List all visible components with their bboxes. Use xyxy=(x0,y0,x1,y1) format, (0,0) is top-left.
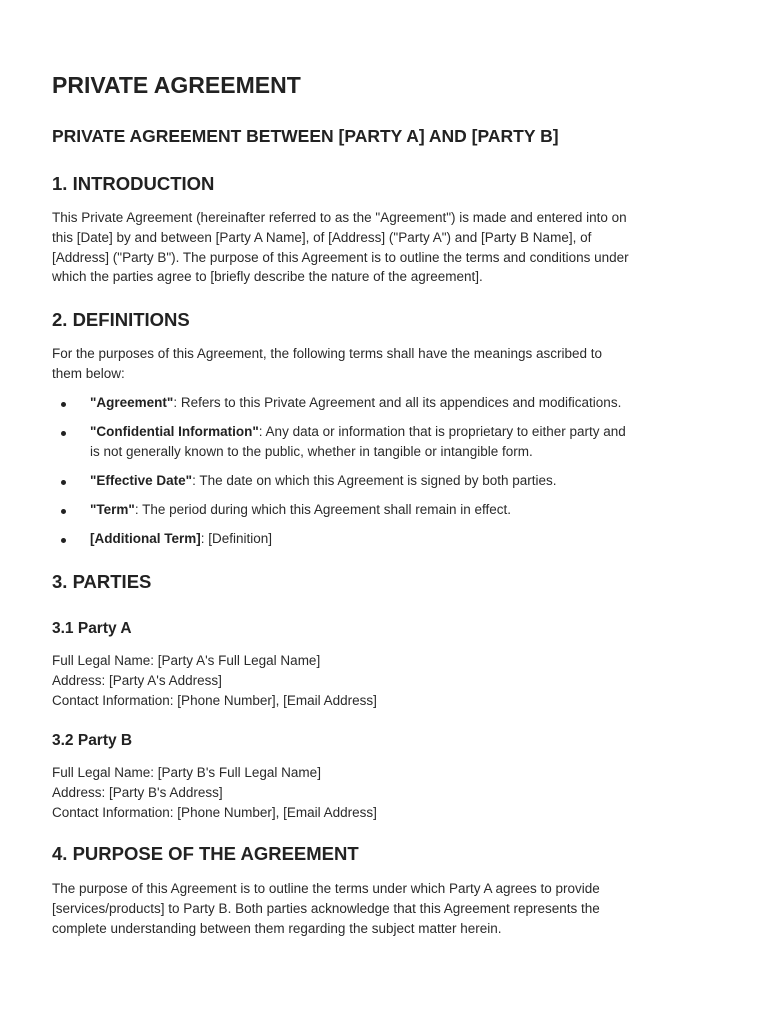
definition-description: : Any data or information that is proprietary to either party and xyxy=(258,424,626,439)
party-a-details xyxy=(52,651,717,710)
definition-text xyxy=(90,393,717,413)
paragraph-line: them below: xyxy=(52,365,125,381)
document-subtitle: PRIVATE AGREEMENT BETWEEN [PARTY A] AND [PARTY B] xyxy=(52,126,559,146)
definition-description: : The date on which this Agreement is signed by both parties. xyxy=(192,473,557,488)
paragraph-line: For the purposes of this Agreement, the following terms shall have the meanings ascribed to xyxy=(52,346,603,361)
definition-term: [Additional Term] xyxy=(90,531,201,546)
definition-description-continued: is not generally known to the public, whether in tangible or intangible form. xyxy=(90,443,533,459)
definition-term: "Agreement" xyxy=(90,395,174,410)
definition-description: : Refers to this Private Agreement and all its appendices and modifications. xyxy=(173,395,622,410)
definitions-intro-paragraph xyxy=(52,344,717,384)
bullet-icon xyxy=(61,480,66,485)
party-a-contact: Contact Information: [Phone Number], [Email Address] xyxy=(52,692,377,708)
paragraph-line: [services/products] to Party B. Both parties acknowledge that this Agreement represents the xyxy=(52,900,600,916)
party-b-legal-name: Full Legal Name: [Party B's Full Legal Name] xyxy=(52,765,321,780)
definition-text xyxy=(90,529,717,549)
section-heading-purpose: 4. PURPOSE OF THE AGREEMENT xyxy=(52,843,359,864)
party-b-details xyxy=(52,763,717,822)
definition-description: : [Definition] xyxy=(200,531,273,546)
paragraph-line: complete understanding between them regarding the subject matter herein. xyxy=(52,920,502,936)
definition-description: : The period during which this Agreement shall remain in effect. xyxy=(134,502,512,517)
bullet-icon xyxy=(61,538,66,543)
definition-text xyxy=(90,500,717,520)
paragraph-line: which the parties agree to [briefly describe the nature of the agreement]. xyxy=(52,269,483,285)
subsection-heading-party-a: 3.1 Party A xyxy=(52,620,132,637)
definition-text xyxy=(90,471,717,491)
party-a-address: Address: [Party A's Address] xyxy=(52,672,222,688)
definition-term: "Effective Date" xyxy=(90,473,193,488)
purpose-paragraph xyxy=(52,879,717,938)
bullet-icon xyxy=(61,402,66,407)
party-b-address: Address: [Party B's Address] xyxy=(52,784,223,800)
bullet-icon xyxy=(61,431,66,436)
paragraph-line: This Private Agreement (hereinafter referred to as the "Agreement") is made and entered into on xyxy=(52,210,627,225)
section-heading-definitions: 2. DEFINITIONS xyxy=(52,309,190,330)
paragraph-line: The purpose of this Agreement is to outline the terms under which Party A agrees to provide xyxy=(52,881,600,896)
definition-term: "Term" xyxy=(90,502,135,517)
section-heading-parties: 3. PARTIES xyxy=(52,571,152,592)
paragraph-line: [Address] ("Party B"). The purpose of this Agreement is to outline the terms and conditions under xyxy=(52,249,629,265)
definition-text xyxy=(90,422,717,462)
document-title: PRIVATE AGREEMENT xyxy=(52,72,301,98)
paragraph-line: this [Date] by and between [Party A Name], of [Address] ("Party A") and [Party B Name], of xyxy=(52,229,592,245)
party-a-legal-name: Full Legal Name: [Party A's Full Legal Name] xyxy=(52,653,321,668)
party-b-contact: Contact Information: [Phone Number], [Email Address] xyxy=(52,804,377,820)
section-heading-introduction: 1. INTRODUCTION xyxy=(52,173,215,194)
introduction-paragraph xyxy=(52,208,717,287)
bullet-icon xyxy=(61,509,66,514)
subsection-heading-party-b: 3.2 Party B xyxy=(52,732,133,749)
definition-term: "Confidential Information" xyxy=(90,424,259,439)
